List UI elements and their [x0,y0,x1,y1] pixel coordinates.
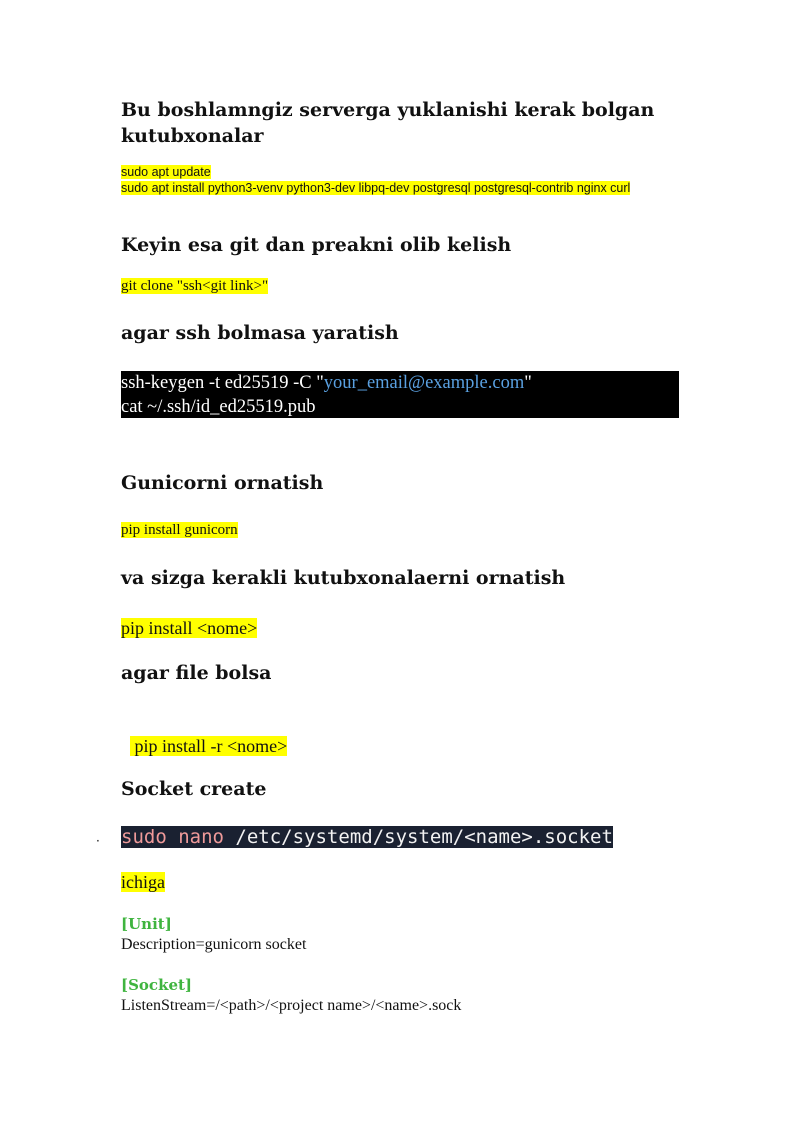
libraries-heading-line2: kutubxonalar [121,125,264,147]
libraries-section [121,97,681,149]
git-command-block [121,276,268,296]
socket-path: /etc/systemd/system/<name>.socket [223,826,613,848]
libraries-commands [121,164,630,196]
sudo-keyword: sudo [121,826,167,848]
libraries-heading [121,97,681,149]
file-heading: agar file bolsa [121,662,272,684]
libraries-heading-line1: Bu boshlamngiz serverga yuklanishi kerak bolgan [121,99,655,121]
packages-command-block [121,616,257,640]
ssh-keygen-line [121,371,679,395]
pip-install-package-command: pip install <nome> [121,618,258,638]
ssh-terminal-block [121,371,679,418]
unit-description-line: Description=gunicorn socket [121,936,307,953]
ssh-keygen-suffix: " [524,373,532,393]
pip-install-requirements-command: pip install -r <nome> [130,736,288,756]
inside-label-block [121,870,165,894]
pip-install-gunicorn-command: pip install gunicorn [121,522,238,538]
git-clone-command: git clone "ssh<git link>" [121,278,269,294]
apt-update-command: sudo apt update [121,165,211,179]
socket-section-label: [Socket] [121,976,193,994]
unit-section-label: [Unit] [121,915,172,933]
bullet-dot: · [96,834,100,848]
gunicorn-command-block [121,520,238,540]
listen-stream-line: ListenStream=/<path>/<project name>/<name>.sock [121,997,462,1014]
file-command-block [121,710,287,758]
inside-label: ichiga [121,872,165,892]
git-heading: Keyin esa git dan preakni olib kelish [121,234,512,256]
packages-heading: va sizga kerakli kutubxonalaerni ornatish [121,567,566,589]
socket-heading: Socket create [121,778,267,800]
email-link[interactable]: your_email@example.com [323,373,525,393]
ssh-keygen-prefix: ssh-keygen -t ed25519 -C " [121,373,324,393]
cat-key-line: cat ~/.ssh/id_ed25519.pub [121,397,316,417]
gunicorn-heading: Gunicorni ornatish [121,472,324,494]
apt-install-command: sudo apt install python3-venv python3-dev libpq-dev postgresql postgresql-contrib nginx curl [121,181,631,195]
ssh-heading: agar ssh bolmasa yaratish [121,322,399,344]
nano-socket-command [121,826,613,848]
nano-keyword: nano [178,826,224,848]
